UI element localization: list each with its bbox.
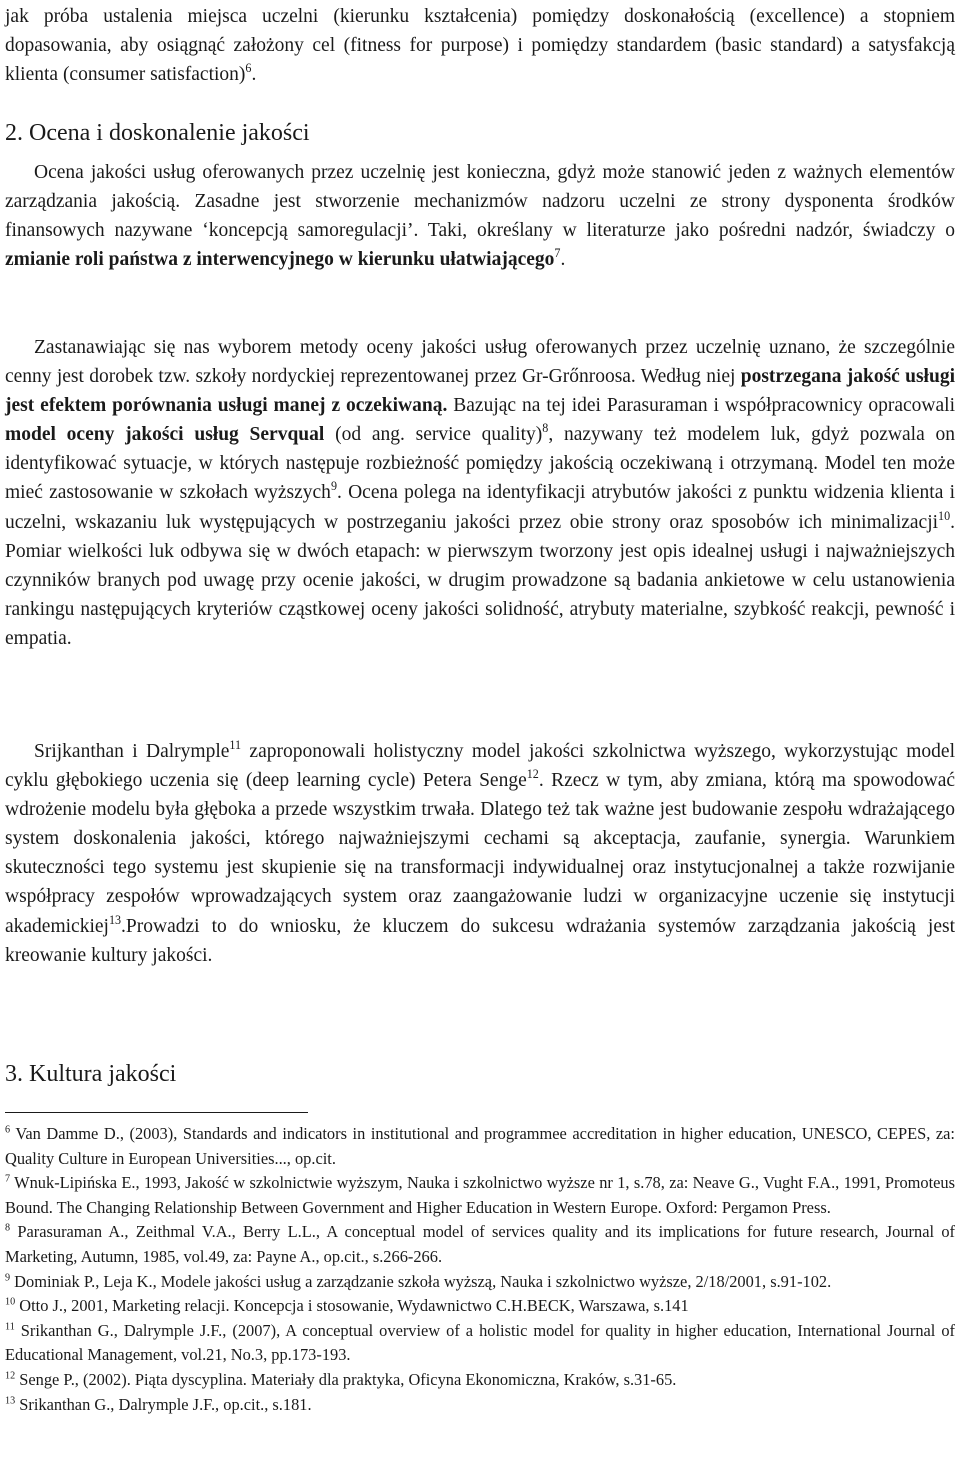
footnote-text: Wnuk-Lipińska E., 1993, Jakość w szkolnictwie wyższym, Nauka i szkolnictwo wyższe nr 1, s.78, za: Neave G., Vught F.A., 1991, Promoteus Bound. The Changing Relationship Between Government and Higher Education in Western Europe. Oxford: Pergamon Press. bbox=[5, 1173, 955, 1217]
footnote-text: Srikanthan G., Dalrymple J.F., (2007), A conceptual overview of a holistic model for quality in higher education, International Journal of Educational Management, vol.21, No.3, pp.173-193. bbox=[5, 1320, 955, 1365]
section-3-heading: 3. Kultura jakości bbox=[5, 1061, 177, 1087]
paragraph-text: . Pomiar wielkości luk odbywa się w dwóch etapach: w pierwszym tworzony jest opis idealnej usługi i najważniejszych czynników branych pod uwagę przy ocenie jakości, w drugim prowadzone są badania ankietowe w celu ustanowienia rankingu następujących kryteriów cząstkowej oceny jakości solidność, atrybuty materialne, szybkość reakcji, pewność i empatia. bbox=[5, 511, 955, 649]
paragraph-text: Ocena jakości usług oferowanych przez uczelnię jest konieczna, gdyż może stanowić jeden z ważnych elementów zarządzania jakością. Zasadne jest stworzenie mechanizmów nadzoru uczelni ze strony dysponenta środków finansowych nazywane ‘koncepcją samoregulacji’. Taki, określany w literaturze jako pośredni nadzór, świadczy o bbox=[5, 162, 955, 242]
section-2-paragraph-1 bbox=[5, 158, 955, 274]
footnote-10 bbox=[5, 1294, 955, 1319]
paragraph-text: .Prowadzi to do wniosku, że kluczem do sukcesu wdrażania systemów zarządzania jakością jest kreowanie kultury jakości. bbox=[5, 915, 955, 966]
bold-phrase: model oceny jakości usług Servqual bbox=[5, 424, 325, 446]
paragraph-text: Srijkanthan i Dalrymple bbox=[34, 741, 230, 762]
footnote-text: Srikanthan G., Dalrymple J.F., op.cit., s.181. bbox=[15, 1394, 312, 1414]
section-2-heading: 2. Ocena i doskonalenie jakości bbox=[5, 120, 310, 146]
footnote-text: Senge P., (2002). Piąta dyscyplina. Materiały dla praktyka, Oficyna Ekonomiczna, Kraków, s.31-65. bbox=[15, 1369, 677, 1389]
footnote-8 bbox=[5, 1220, 955, 1269]
paragraph-text: Zastanawiając się nas wyborem metody oceny jakości usług oferowanych przez uczelnię uznano, że szczególnie cenny jest dorobek tzw. szkoły nordyckiej reprezentowanej przez Gr-Grőnroosa. Według niej bbox=[5, 337, 955, 388]
footnote-number: 7 bbox=[5, 1173, 11, 1185]
section-2-paragraph-2 bbox=[5, 333, 955, 653]
section-2-paragraph-3 bbox=[5, 737, 955, 970]
footnote-separator bbox=[5, 1112, 308, 1113]
footnote-ref-13[interactable]: 13 bbox=[108, 912, 122, 927]
paragraph-text: zaproponowali holistyczny model jakości szkolnictwa wyższego, wykorzystując model cyklu głębokiego uczenia się (deep learning cycle) Petera Senge bbox=[5, 741, 955, 792]
footnote-ref-9[interactable]: 9 bbox=[330, 479, 337, 494]
footnote-ref-11[interactable]: 11 bbox=[229, 738, 242, 753]
intro-text-end: . bbox=[251, 64, 257, 86]
intro-paragraph bbox=[5, 2, 955, 89]
paragraph-text: . Rzecz w tym, aby zmiana, którą ma spowodować wdrożenie modelu była głęboka a przede wszystkim trwała. Dlatego też tak ważne jest budowanie zespołu wdrażającego system doskonalenia jakości, którego najważniejszymi cechami są akceptacja, zaufanie, synergia. Warunkiem skuteczności tego systemu jest skupienie się na transformacji indywidualnej oraz instytucjonalnej a także rozwijanie współpracy zespołów wprowadzających system oraz zaangażowanie ludzi w organizacyjne uczenie się instytucji akademickiej bbox=[5, 770, 955, 937]
footnote-9 bbox=[5, 1270, 955, 1295]
footnote-number: 9 bbox=[5, 1271, 11, 1283]
footnote-text: Van Damme D., (2003), Standards and indicators in institutional and programmee accreditation in higher education, UNESCO, CEPES, za: Quality Culture in European Universities..., op.cit. bbox=[5, 1124, 955, 1168]
footnote-ref-12[interactable]: 12 bbox=[526, 767, 539, 782]
footnote-number: 13 bbox=[5, 1394, 16, 1406]
footnote-6 bbox=[5, 1122, 955, 1171]
paragraph-text: . Ocena polega na identyfikacji atrybutów jakości z punktu widzenia klienta i uczelni, wskazaniu luk występujących w postrzeganiu jakości przez obie strony oraz sposobów ich minimalizacji bbox=[5, 482, 955, 533]
footnote-number: 12 bbox=[5, 1370, 16, 1382]
footnotes bbox=[5, 1122, 955, 1417]
footnote-text: Parasuraman A., Zeithmal V.A., Berry L.L., A conceptual model of services quality and its implications for future research, Journal of Marketing, Autumn, 1985, vol.49, za: Payne A., op.cit., s.266-266. bbox=[5, 1222, 955, 1266]
footnote-11 bbox=[5, 1319, 955, 1368]
footnote-text: Dominiak P., Leja K., Modele jakości usług a zarządzanie szkoła wyższą, Nauka i szkolnictwo wyższe, 2/18/2001, s.91-102. bbox=[10, 1271, 832, 1291]
footnote-13 bbox=[5, 1393, 955, 1418]
bold-phrase: postrzegana jakość usługi jest efektem porównania usługi manej z oczekiwaną. bbox=[5, 366, 955, 417]
footnote-ref-7[interactable]: 7 bbox=[554, 246, 561, 261]
footnote-ref-8[interactable]: 8 bbox=[542, 421, 549, 436]
paragraph-text: . bbox=[560, 249, 566, 271]
footnote-number: 11 bbox=[5, 1321, 15, 1333]
intro-text: jak próba ustalenia miejsca uczelni (kierunku kształcenia) pomiędzy doskonałością (excellence) a stopniem dopasowania, aby osiągnąć założony cel (fitness for purpose) i pomiędzy standardem (basic standard) a satysfakcją klienta (consumer satisfaction) bbox=[5, 6, 955, 86]
paragraph-text: , nazywany też modelem luk, gdyż pozwala on identyfikować sytuacje, w których następuje rozbieżność pomiędzy jakością oczekiwaną i otrzymaną. Model ten może mieć zastosowanie w szkołach wyższych bbox=[5, 424, 956, 504]
footnote-12 bbox=[5, 1368, 955, 1393]
paragraph-text: Bazując na tej idei Parasuraman i współpracownicy opracowali bbox=[447, 395, 955, 417]
footnote-number: 6 bbox=[5, 1124, 11, 1136]
footnote-text: Otto J., 2001, Marketing relacji. Koncepcja i stosowanie, Wydawnictwo C.H.BECK, Warszawa, s.141 bbox=[15, 1296, 689, 1316]
footnote-ref-10[interactable]: 10 bbox=[938, 508, 951, 523]
footnote-number: 8 bbox=[5, 1222, 11, 1234]
bold-phrase: zmianie roli państwa z interwencyjnego w kierunku ułatwiającego bbox=[5, 249, 555, 271]
footnote-7 bbox=[5, 1171, 955, 1220]
paragraph-text: (od ang. service quality) bbox=[324, 424, 543, 446]
footnote-number: 10 bbox=[5, 1296, 16, 1308]
footnote-ref-6[interactable]: 6 bbox=[245, 61, 252, 76]
